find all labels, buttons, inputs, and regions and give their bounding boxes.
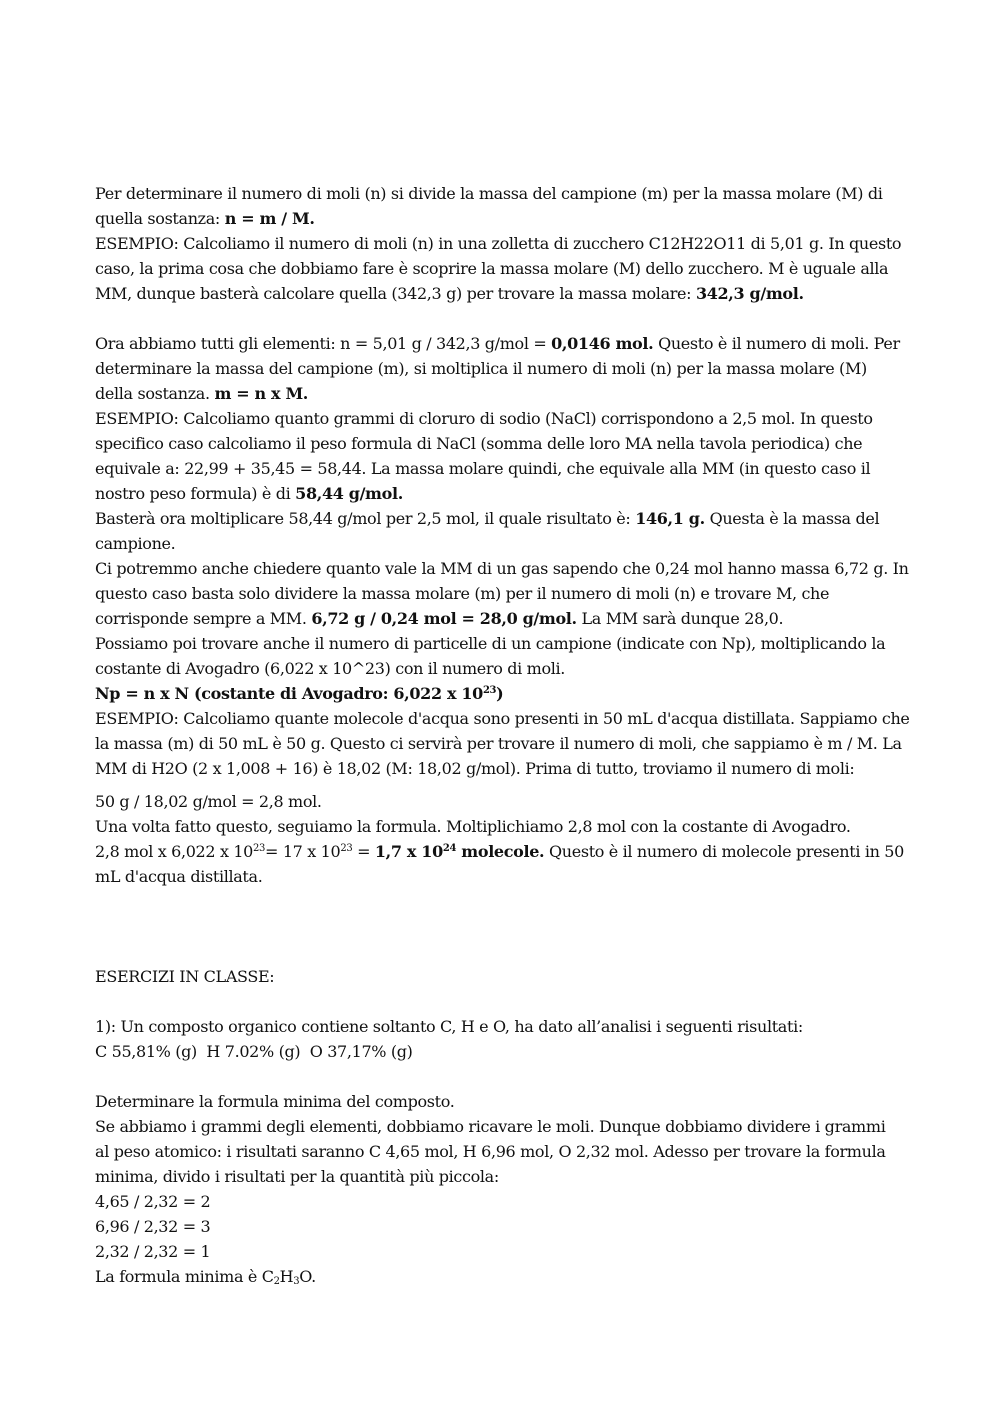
text-run: determinare la massa del campione (m), si moltiplica il numero di moli (n) per la massa molare (M)	[95, 359, 867, 378]
text-line	[95, 1039, 913, 1064]
text-line	[95, 231, 913, 256]
result-bold	[375, 842, 544, 861]
text-run: ESEMPIO: Calcoliamo quante molecole d'acqua sono presenti in 50 mL d'acqua distillata. Sappiamo che	[95, 709, 910, 728]
text-run: 4,65 / 2,32 = 2	[95, 1192, 211, 1211]
text-run: Possiamo poi trovare anche il numero di particelle di un campione (indicate con Np), moltiplicando la	[95, 634, 886, 653]
text-run: ESEMPIO: Calcoliamo il numero di moli (n) in una zolletta di zucchero C12H22O11 di 5,01 g. In questo	[95, 234, 902, 253]
text-run: 1): Un composto organico contiene soltanto C, H e O, ha dato all’analisi i seguenti risultati:	[95, 1017, 803, 1036]
text-run: C 55,81% (g) H 7.02% (g) O 37,17% (g)	[95, 1042, 413, 1061]
text-run: Questo è il numero di moli. Per	[653, 334, 900, 353]
text-run: quella sostanza:	[95, 209, 225, 228]
text-line	[95, 581, 913, 606]
formula-bold: m = n x M.	[214, 384, 309, 403]
text-line	[95, 556, 913, 581]
text-run: H	[279, 1267, 294, 1286]
text-run: O.	[299, 1267, 316, 1286]
text-line	[95, 506, 913, 531]
text-run: Ora abbiamo tutti gli elementi: n = 5,01 g / 342,3 g/mol =	[95, 334, 552, 353]
text-run: 6,96 / 2,32 = 3	[95, 1217, 211, 1236]
text-run: della sostanza.	[95, 384, 215, 403]
result-bold: 342,3 g/mol.	[695, 284, 804, 303]
text-line	[95, 206, 913, 231]
text-line	[95, 756, 913, 781]
text-run: La formula minima è C	[95, 1267, 274, 1286]
blank-line	[95, 1064, 913, 1089]
text-line	[95, 356, 913, 381]
exercises-section	[95, 964, 913, 1289]
text-line	[95, 381, 913, 406]
text-line	[95, 1014, 913, 1039]
subscript: 2	[273, 1276, 280, 1287]
text-run: )	[496, 684, 504, 703]
calc-line	[95, 1214, 913, 1239]
text-line	[95, 431, 913, 456]
text-run: caso, la prima cosa che dobbiamo fare è scoprire la massa molare (M) dello zucchero. M è uguale alla	[95, 259, 889, 278]
text-run: 1,7 x 10	[374, 842, 443, 861]
text-run: corrisponde sempre a MM.	[95, 609, 312, 628]
text-line	[95, 839, 913, 864]
text-run: 50 g / 18,02 g/mol = 2,8 mol.	[95, 792, 322, 811]
text-run: 2,8 mol x 6,022 x 10	[95, 842, 254, 861]
result-bold: 0,0146 mol.	[551, 334, 654, 353]
exponent: 24	[442, 843, 457, 854]
text-run: = 17 x 10	[265, 842, 341, 861]
text-line	[95, 1164, 913, 1189]
exponent: 23	[340, 843, 353, 854]
text-line	[95, 256, 913, 281]
text-run: Una volta fatto questo, seguiamo la formula. Moltiplichiamo 2,8 mol con la costante di Avogadro.	[95, 817, 851, 836]
text-run: minima, divido i risultati per la quantità più piccola:	[95, 1167, 499, 1186]
text-run: Questa è la massa del	[704, 509, 880, 528]
text-line	[95, 1139, 913, 1164]
text-line	[95, 531, 913, 556]
avogadro-formula	[95, 684, 503, 703]
text-run: equivale a: 22,99 + 35,45 = 58,44. La massa molare quindi, che equivale alla MM (in questo caso il	[95, 459, 871, 478]
paragraph-molecole	[95, 789, 913, 889]
blank-lines	[95, 889, 913, 939]
text-run: 2,32 / 2,32 = 1	[95, 1242, 211, 1261]
document-page	[95, 181, 913, 1289]
text-line	[95, 814, 913, 839]
result-bold: 6,72 g / 0,24 mol = 28,0 g/mol.	[311, 609, 577, 628]
text-line	[95, 731, 913, 756]
text-run: =	[352, 842, 375, 861]
subscript: 3	[293, 1276, 300, 1287]
text-line	[95, 1114, 913, 1139]
blank-line	[95, 306, 913, 331]
text-run: MM di H2O (2 x 1,008 + 16) è 18,02 (M: 18,02 g/mol). Prima di tutto, troviamo il numero di moli:	[95, 759, 855, 778]
text-line	[95, 456, 913, 481]
text-line	[95, 706, 913, 731]
text-line	[95, 1264, 913, 1289]
text-run: Questo è il numero di molecole presenti in 50	[544, 842, 904, 861]
text-run: costante di Avogadro (6,022 x 10^23) con il numero di moli.	[95, 659, 566, 678]
calc-line	[95, 1239, 913, 1264]
text-run: molecole.	[456, 842, 545, 861]
text-run: Se abbiamo i grammi degli elementi, dobbiamo ricavare le moli. Dunque dobbiamo dividere i grammi	[95, 1117, 886, 1136]
text-line	[95, 631, 913, 656]
text-line	[95, 406, 913, 431]
text-run: La MM sarà dunque 28,0.	[576, 609, 784, 628]
text-run: Np = n x N (costante di Avogadro: 6,022 x 10	[95, 684, 483, 703]
blank-line	[95, 939, 913, 964]
blank-line	[95, 989, 913, 1014]
text-run: al peso atomico: i risultati saranno C 4,65 mol, H 6,96 mol, O 2,32 mol. Adesso per trovare la formula	[95, 1142, 886, 1161]
exponent: 23	[253, 843, 266, 854]
text-line	[95, 606, 913, 631]
text-line	[95, 281, 913, 306]
text-run: Per determinare il numero di moli (n) si divide la massa del campione (m) per la massa molare (M) di	[95, 184, 883, 203]
spacer	[95, 781, 913, 789]
calc-line	[95, 1189, 913, 1214]
paragraph-moli	[95, 181, 913, 306]
text-run: MM, dunque basterà calcolare quella (342,3 g) per trovare la massa molare:	[95, 284, 696, 303]
text-line	[95, 481, 913, 506]
text-run: Basterà ora moltiplicare 58,44 g/mol per 2,5 mol, il quale risultato è:	[95, 509, 636, 528]
text-line	[95, 656, 913, 681]
text-line	[95, 681, 913, 706]
text-run: Ci potremmo anche chiedere quanto vale la MM di un gas sapendo che 0,24 mol hanno massa 6,72 g. In	[95, 559, 909, 578]
text-run: ESERCIZI IN CLASSE:	[95, 967, 275, 986]
text-line	[95, 789, 913, 814]
text-run: nostro peso formula) è di	[95, 484, 296, 503]
result-bold: 146,1 g.	[635, 509, 705, 528]
text-line	[95, 864, 913, 889]
exponent: 23	[482, 685, 497, 696]
text-run: specifico caso calcoliamo il peso formula di NaCl (somma delle loro MA nella tavola periodica) che	[95, 434, 863, 453]
text-run: campione.	[95, 534, 176, 553]
text-line	[95, 331, 913, 356]
text-run: questo caso basta solo dividere la massa molare (m) per il numero di moli (n) e trovare M, che	[95, 584, 830, 603]
formula-bold: n = m / M.	[224, 209, 315, 228]
section-heading	[95, 964, 913, 989]
text-run: mL d'acqua distillata.	[95, 867, 263, 886]
text-run: la massa (m) di 50 mL è 50 g. Questo ci servirà per trovare il numero di moli, che sappiamo è m / M. La	[95, 734, 902, 753]
text-line	[95, 181, 913, 206]
text-line	[95, 1089, 913, 1114]
paragraph-massa	[95, 331, 913, 781]
text-run: ESEMPIO: Calcoliamo quanto grammi di cloruro di sodio (NaCl) corrispondono a 2,5 mol. In questo	[95, 409, 873, 428]
text-run: Determinare la formula minima del composto.	[95, 1092, 455, 1111]
result-bold: 58,44 g/mol.	[295, 484, 403, 503]
